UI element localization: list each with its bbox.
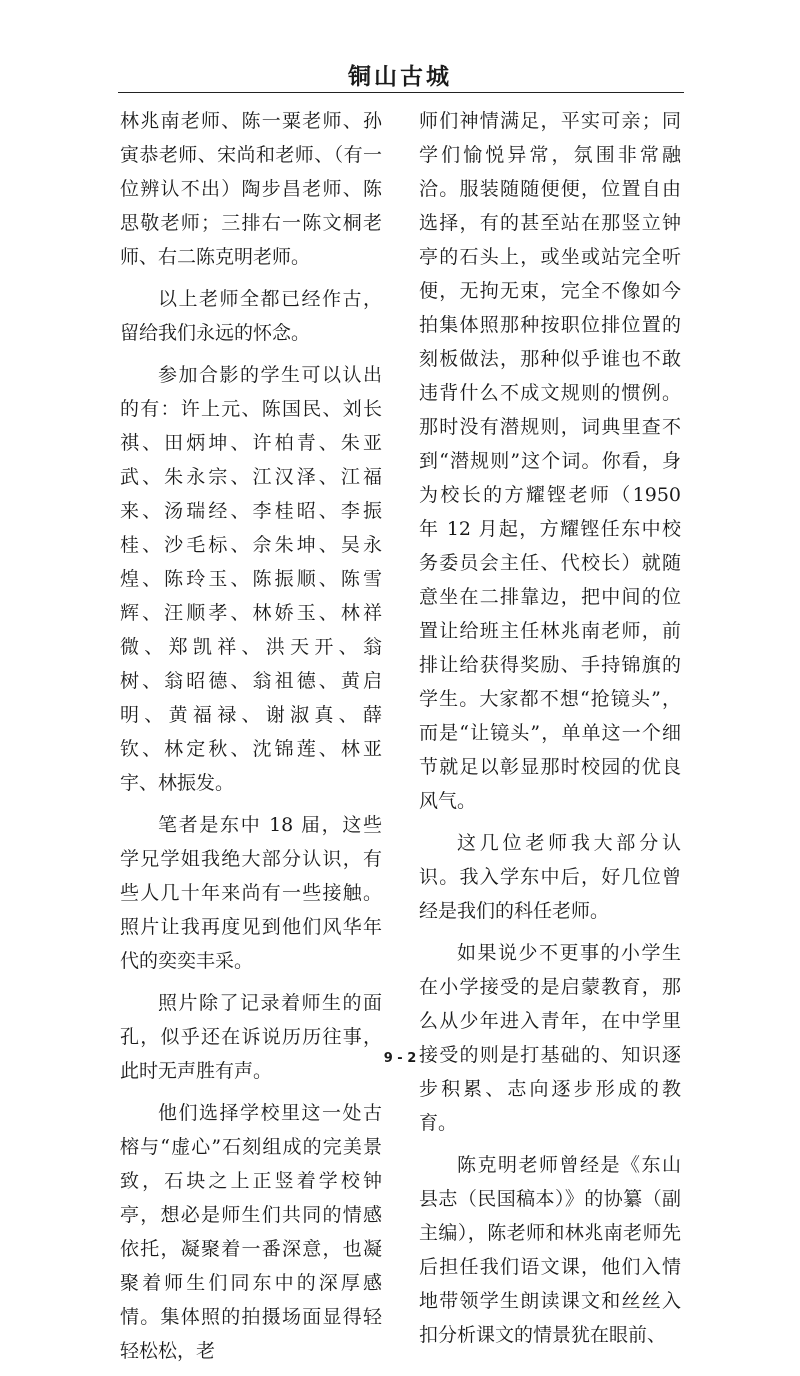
paragraph: 师们神情满足，平实可亲；同学们愉悦异常，氛围非常融洽。服装随随便便，位置自由选择，有的甚至站在那竖立钟亭的石头上，或坐或站完全听便，无拘无束，完全不像如今拍集体照那种按职位排位置的刻板做法，那种似乎谁也不敢违背什么不成文规则的惯例。那时没有潜规则，词典里查不到“潜规则”这个词。你看，身为校长的方耀铿老师（1950 年 12 月起，方耀铿任东中校务委员会主任、代校长）就随意坐在二排靠边，把中间的位置让给班主任林兆南老师，前排让给获得奖励、手持锦旗的学生。大家都不想“抢镜头”，而是“让镜头”，单单这一个细节就足以彰显那时校园的优良风气。 <box>419 110 681 812</box>
right-text-column <box>419 104 681 1360</box>
paragraph: 参加合影的学生可以认出的有：许上元、陈国民、刘长祺、田炳坤、许柏青、朱亚武、朱永宗、江汉泽、江福来、汤瑞经、李桂昭、李振桂、沙毛标、佘朱坤、吴永煌、陈玲玉、陈振顺、陈雪辉、汪顺孝、林娇玉、林祥微、郑凯祥、洪天开、翁 树、翁昭德、翁祖德、黄启明、黄福禄、谢淑真、薛 钦、林定秋、沈锦莲、林亚宇、林振发。 <box>120 364 402 794</box>
paragraph: 笔者是东中 18 届，这些学兄学姐我绝大部分认识，有些人几十年来尚有一些接触。照片让我再度见到他们风华年代的奕奕丰采。 <box>120 814 382 972</box>
paragraph: 这几位老师我大部分认识。我入学东中后，好几位曾经是我们的科任老师。 <box>419 832 681 922</box>
paragraph: 林兆南老师、陈一粟老师、孙寅恭老师、宋尚和老师、（有一位辨认不出）陶步昌老师、陈思敬老师；三排右一陈文桐老师、右二陈克明老师。 <box>120 110 382 268</box>
paragraph: 陈克明老师曾经是《东山县志（民国稿本）》的协纂（副主编），陈老师和林兆南老师先后担任我们语文课，他们入情地带领学生朗读课文和丝丝入扣分析课文的情景犹在眼前、 <box>419 1154 681 1346</box>
paragraph: 照片除了记录着师生的面孔，似乎还在诉说历历往事，此时无声胜有声。 <box>120 992 382 1082</box>
header-divider <box>118 92 684 93</box>
paragraph: 以上老师全都已经作古，留给我们永远的怀念。 <box>120 288 382 344</box>
page-header-title: 铜山古城 <box>348 64 452 90</box>
page-number: 9 - 2 <box>383 1051 417 1066</box>
paragraph: 他们选择学校里这一处古榕与“虚心”石刻组成的完美景致，石块之上正竖着学校钟亭，想必是师生们共同的情感依托，凝聚着一番深意，也凝聚着师生们同东中的深厚感情。集体照的拍摄场面显得轻轻松松，老 <box>120 1102 382 1362</box>
paragraph: 如果说少不更事的小学生在小学接受的是启蒙教育，那么从少年进入青年，在中学里接受的则是打基础的、知识逐步积累、志向逐步形成的教育。 <box>419 942 681 1134</box>
